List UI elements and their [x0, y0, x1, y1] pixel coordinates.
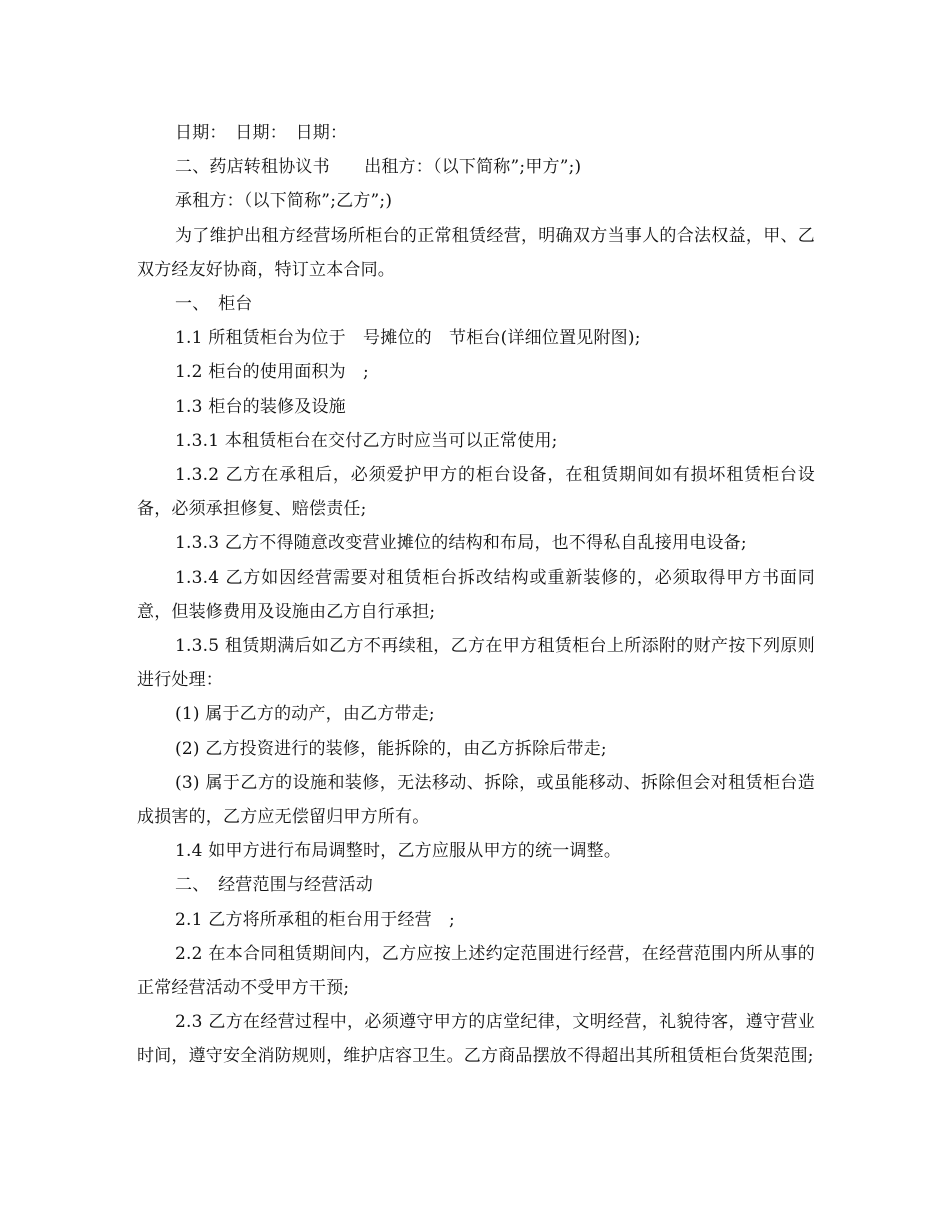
clause-1-3: 1.3 柜台的装修及设施 [175, 396, 346, 417]
clause-1-3-2: 1.3.2 乙方在承租后，必须爱护甲方的柜台设备，在租赁期间如有损坏租赁柜台设备，必须承担修复、赔偿责任; [137, 465, 815, 520]
clause-1-4: 1.4 如甲方进行布局调整时，乙方应服从甲方的统一调整。 [175, 841, 622, 862]
clause-1-1: 1.1 所租赁柜台为位于 号摊位的 节柜台(详细位置见附图); [175, 328, 641, 349]
section-heading-counter: 一、 柜台 [175, 294, 253, 315]
clause-1-3-1: 1.3.1 本租赁柜台在交付乙方时应当可以正常使用; [175, 430, 558, 451]
clause-1-2: 1.2 柜台的使用面积为 ; [175, 362, 369, 383]
clause-2-2: 2.2 在本合同租赁期间内，乙方应按上述约定范围进行经营，在经营范围内所从事的正常经营活动不受甲方干预; [137, 943, 815, 999]
section-heading-business-scope: 二、 经营范围与经营活动 [175, 875, 373, 896]
lessee-line: 承租方：（以下简称”;乙方”;) [175, 191, 393, 212]
list-item-1: (1) 属于乙方的动产，由乙方带走; [175, 704, 435, 725]
list-item-2: (2) 乙方投资进行的装修，能拆除的，由乙方拆除后带走; [175, 738, 607, 759]
list-item-3: (3) 属于乙方的设施和装修，无法移动、拆除，或虽能移动、拆除但会对租赁柜台造成损害的，乙方应无偿留归甲方所有。 [137, 772, 815, 828]
preamble-paragraph: 为了维护出租方经营场所柜台的正常租赁经营，明确双方当事人的合法权益，甲、乙双方经友好协商，特订立本合同。 [137, 225, 815, 280]
clause-1-3-5: 1.3.5 租赁期满后如乙方不再续租，乙方在甲方租赁柜台上所添附的财产按下列原则进行处理： [137, 636, 815, 691]
date-line: 日期： 日期： 日期： [175, 123, 348, 143]
clause-2-1: 2.1 乙方将所承租的柜台用于经营 ; [175, 909, 455, 930]
clause-1-3-4: 1.3.4 乙方如因经营需要对租赁柜台拆改结构或重新装修的，必须取得甲方书面同意，但装修费用及设施由乙方自行承担; [137, 567, 815, 622]
clause-1-3-3: 1.3.3 乙方不得随意改变营业摊位的结构和布局，也不得私自乱接用电设备; [175, 533, 747, 554]
lessor-line: 二、药店转租协议书 出租方：（以下简称”;甲方”;) [175, 157, 582, 178]
document-body [137, 116, 815, 1074]
clause-2-3: 2.3 乙方在经营过程中，必须遵守甲方的店堂纪律，文明经营，礼貌待客，遵守营业时间，遵守安全消防规则，维护店容卫生。乙方商品摆放不得超出其所租赁柜台货架范围; [137, 1012, 815, 1067]
